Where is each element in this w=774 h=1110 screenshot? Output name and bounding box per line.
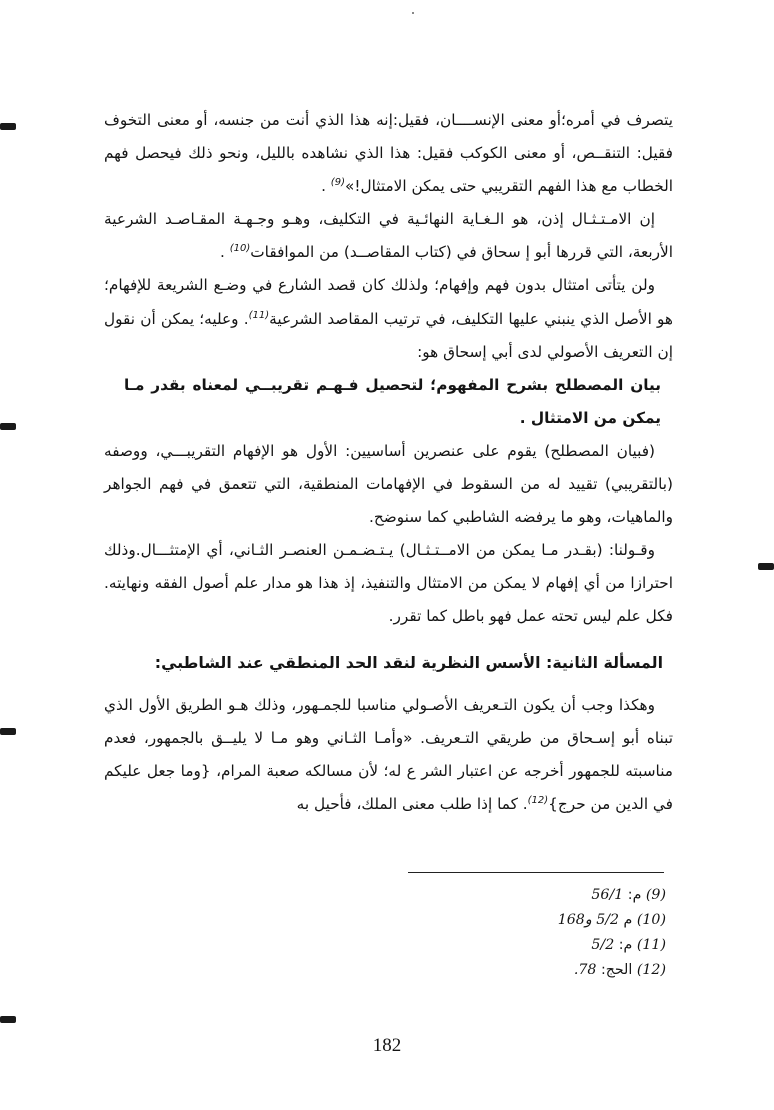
page-body	[104, 104, 673, 821]
paragraph-5: وقـولنا: (بقـدر مـا يمكن من الامــتـثـال) يـتـضـمـن العنصـر الثـاني، أي الإمتثـــال.وذلك احترازا من أي إفهام لا يمكن من الامتثال والتنفيذ، إذ هذا هو مدار علم أصول الفقه ونهايته. فكل علم ليس تحته عمل فهو باطل كما تقرر.	[104, 541, 673, 626]
page-number: 182	[372, 1035, 402, 1056]
edge-mark-left-1	[0, 123, 16, 130]
edge-mark-left-2	[0, 423, 16, 430]
paragraph-3: ولن يتأتى امتثال بدون فهم وإفهام؛ ولذلك كان قصد الشارع في وضـع الشريعة للإفهام؛ هو الأصل الذي ينبني عليها التكليف، في ترتيب المقاصد الشرعية$^{(11)}$. وعليه؛ يمكن أن نقول إن التعريف الأصولي لدى أبي إسحاق هو:	[104, 276, 673, 361]
footnote-9: (9) م: 56/1	[591, 887, 666, 903]
footnote-divider	[408, 872, 664, 873]
footnote-ref-9[interactable]: (9)	[330, 177, 345, 189]
edge-mark-right-1	[758, 563, 774, 570]
scan-dot	[412, 12, 414, 14]
footnote-ref-10[interactable]: (10)	[229, 243, 251, 255]
footnote-12: (12) الحج: 78.	[573, 962, 666, 978]
footnotes	[420, 883, 666, 983]
footnote-ref-11[interactable]: (11)	[248, 309, 270, 321]
footnote-ref-12[interactable]: (12)	[527, 794, 549, 806]
paragraph-1: يتصرف في أمره؛أو معنى الإنســــان، فقيل:إنه هذا الذي أنت من جنسه، أو معنى التخوف فقيل: التنقــص، أو معنى الكوكب فقيل: هذا الذي نشاهده بالليل، ونحو ذلك فيحصل فهم الخطاب مع هذا الفهم التقريبي حتى يمكن الامتثال!»$^{(9)}$ .	[104, 111, 673, 196]
paragraph-6: وهكذا وجب أن يكون التـعريف الأصـولي مناسبا للجمـهور، وذلك هـو الطريق الأول الذي تبناه أبو إسـحاق من طريقي التـعريف. «وأمـا الثـاني وهو مـا لا يليــق بالجمهور، فعدم مناسبته للجمهور أخرجه عن اعتبار الشر ع له؛ لأن مسالكه صعبة المرام، {وما جعل عليكم في الدين من حرج}$^{(12)}$. كما إذا طلب معنى الملك، فأحيل به	[104, 695, 673, 813]
paragraph-4: (فبيان المصطلح) يقوم على عنصرين أساسيين: الأول هو الإفهام التقريبـــي، ووصفه (بالتقريبي) تقييد له من السقوط في الإفهامات المنطقية، التي تتعمق في فهم الجواهر والماهيات، وهو ما يرفضه الشاطبي كما سنوضح.	[104, 441, 673, 527]
edge-mark-left-3	[0, 728, 16, 735]
footnote-10: (10) م 5/2 و168	[557, 912, 666, 928]
section-heading: المسألة الثانية: الأسس النظرية لنقد الحد المنطقي عند الشاطبي:	[154, 652, 663, 672]
footnote-11: (11) م: 5/2	[591, 937, 666, 953]
paragraph-2: إن الامـتـثـال إذن، هو الـغـاية النهائـية في التكليف، وهـو وجـهـة المقـاصـد الشرعية الأربعة، التي قررها أبو إ سحاق في (كتاب المقاصــد) من الموافقات$^{(10)}$ .	[104, 210, 673, 262]
definition-statement: بيان المصطلح بشرح المفهوم؛ لتحصيل فـهـم تقريبــي لمعناه بقدر مـا يمكن من الامتثال .	[124, 375, 661, 427]
edge-mark-left-4	[0, 1016, 16, 1023]
